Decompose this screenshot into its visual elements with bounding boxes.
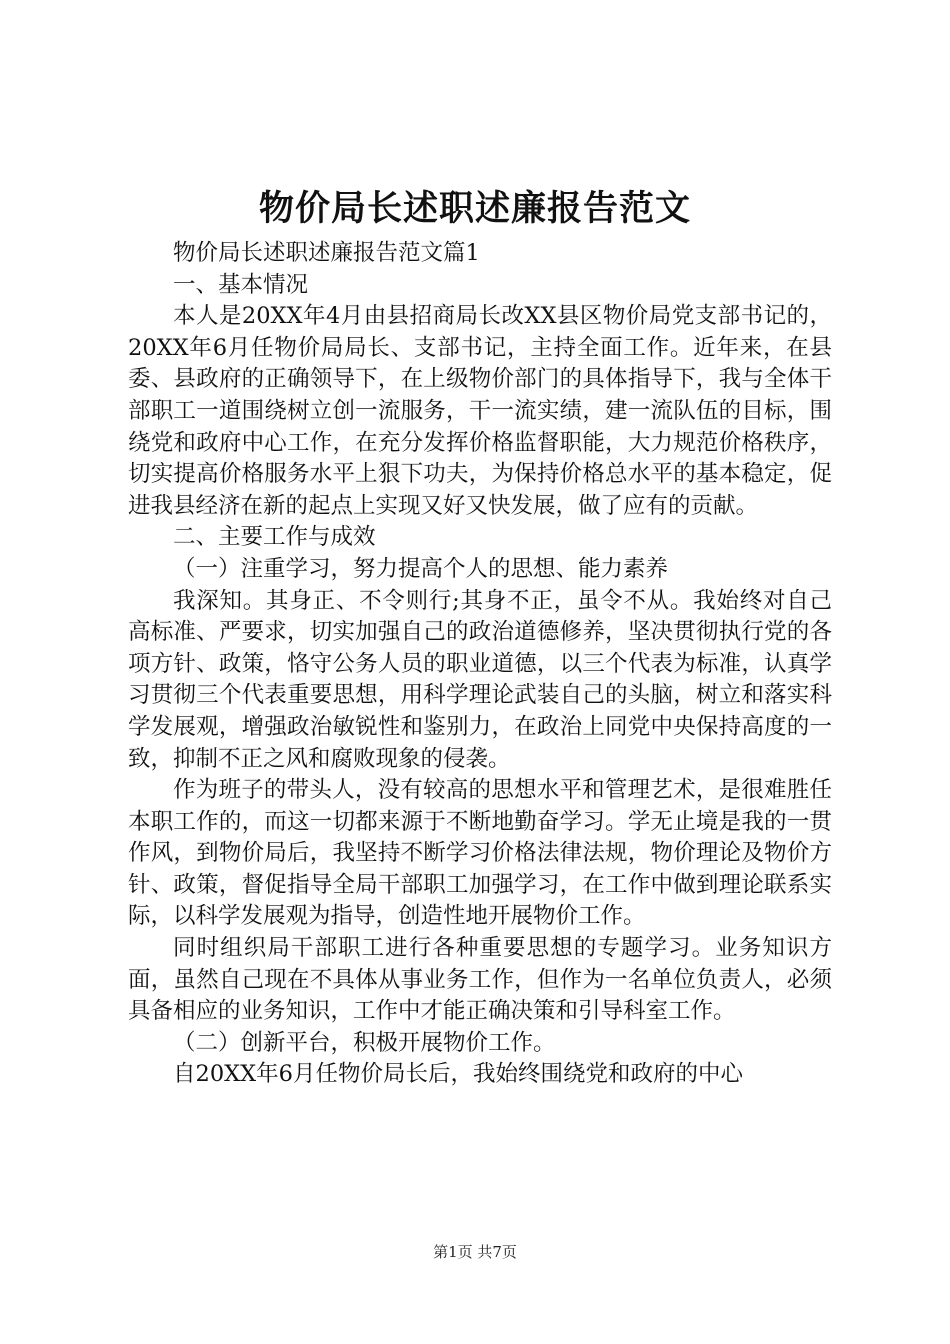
section-heading-main-work: 二、主要工作与成效	[173, 524, 376, 551]
document-title: 物价局长述职述廉报告范文	[258, 188, 691, 229]
paragraph: 我深知。其身正、不令则行;其身不正，虽令不从。我始终对自己高标准、严要求，切实加强自己的政治道德修养，坚决贯彻执行党的各项方针、政策，恪守公务人员的职业道德，以三个代表为标准，认真学习贯彻三个代表重要思想，用科学理论武装自己的头脑，树立和落实科学发展观，增强政治敏锐性和鉴别力，在政治上同党中央保持高度的一致，抑制不正之风和腐败现象的侵袭。	[128, 587, 832, 772]
subsection-heading-study: （一）注重学习，努力提高个人的思想、能力素养	[173, 555, 669, 582]
paragraph: 本人是20XX年4月由县招商局长改XX县区物价局党支部书记的，20XX年6月任物价局局长、支部书记，主持全面工作。近年来，在县委、县政府的正确领导下，在上级物价部门的具体指导下，我与全体干部职工一道围绕树立创一流服务，干一流实绩，建一流队伍的目标，围绕党和政府中心工作，在充分发挥价格监督职能，大力规范价格秩序，切实提高价格服务水平上狠下功夫，为保持价格总水平的基本稳定，促进我县经济在新的起点上实现又好又快发展，做了应有的贡献。	[128, 303, 832, 519]
document-body	[128, 238, 832, 1091]
paragraph: 自20XX年6月任物价局长后，我始终围绕党和政府的中心	[173, 1061, 743, 1088]
page-number-footer: 第1页 共7页	[433, 1243, 517, 1261]
paragraph: 同时组织局干部职工进行各种重要思想的专题学习。业务知识方面，虽然自己现在不具体从事业务工作，但作为一名单位负责人，必须具备相应的业务知识，工作中才能正确决策和引导科室工作。	[128, 935, 832, 1025]
subsection-heading-innovation: （二）创新平台，积极开展物价工作。	[173, 1029, 556, 1056]
paragraph: 作为班子的带头人，没有较高的思想水平和管理艺术，是很难胜任本职工作的，而这一切都来源于不断地勤奋学习。学无止境是我的一贯作风，到物价局后，我坚持不断学习价格法律法规，物价理论及物价方针、政策，督促指导全局干部职工加强学习，在工作中做到理论联系实际，以科学发展观为指导，创造性地开展物价工作。	[128, 777, 832, 930]
section-heading-basic: 一、基本情况	[173, 271, 309, 298]
section-heading-article: 物价局长述职述廉报告范文篇1	[173, 240, 480, 266]
